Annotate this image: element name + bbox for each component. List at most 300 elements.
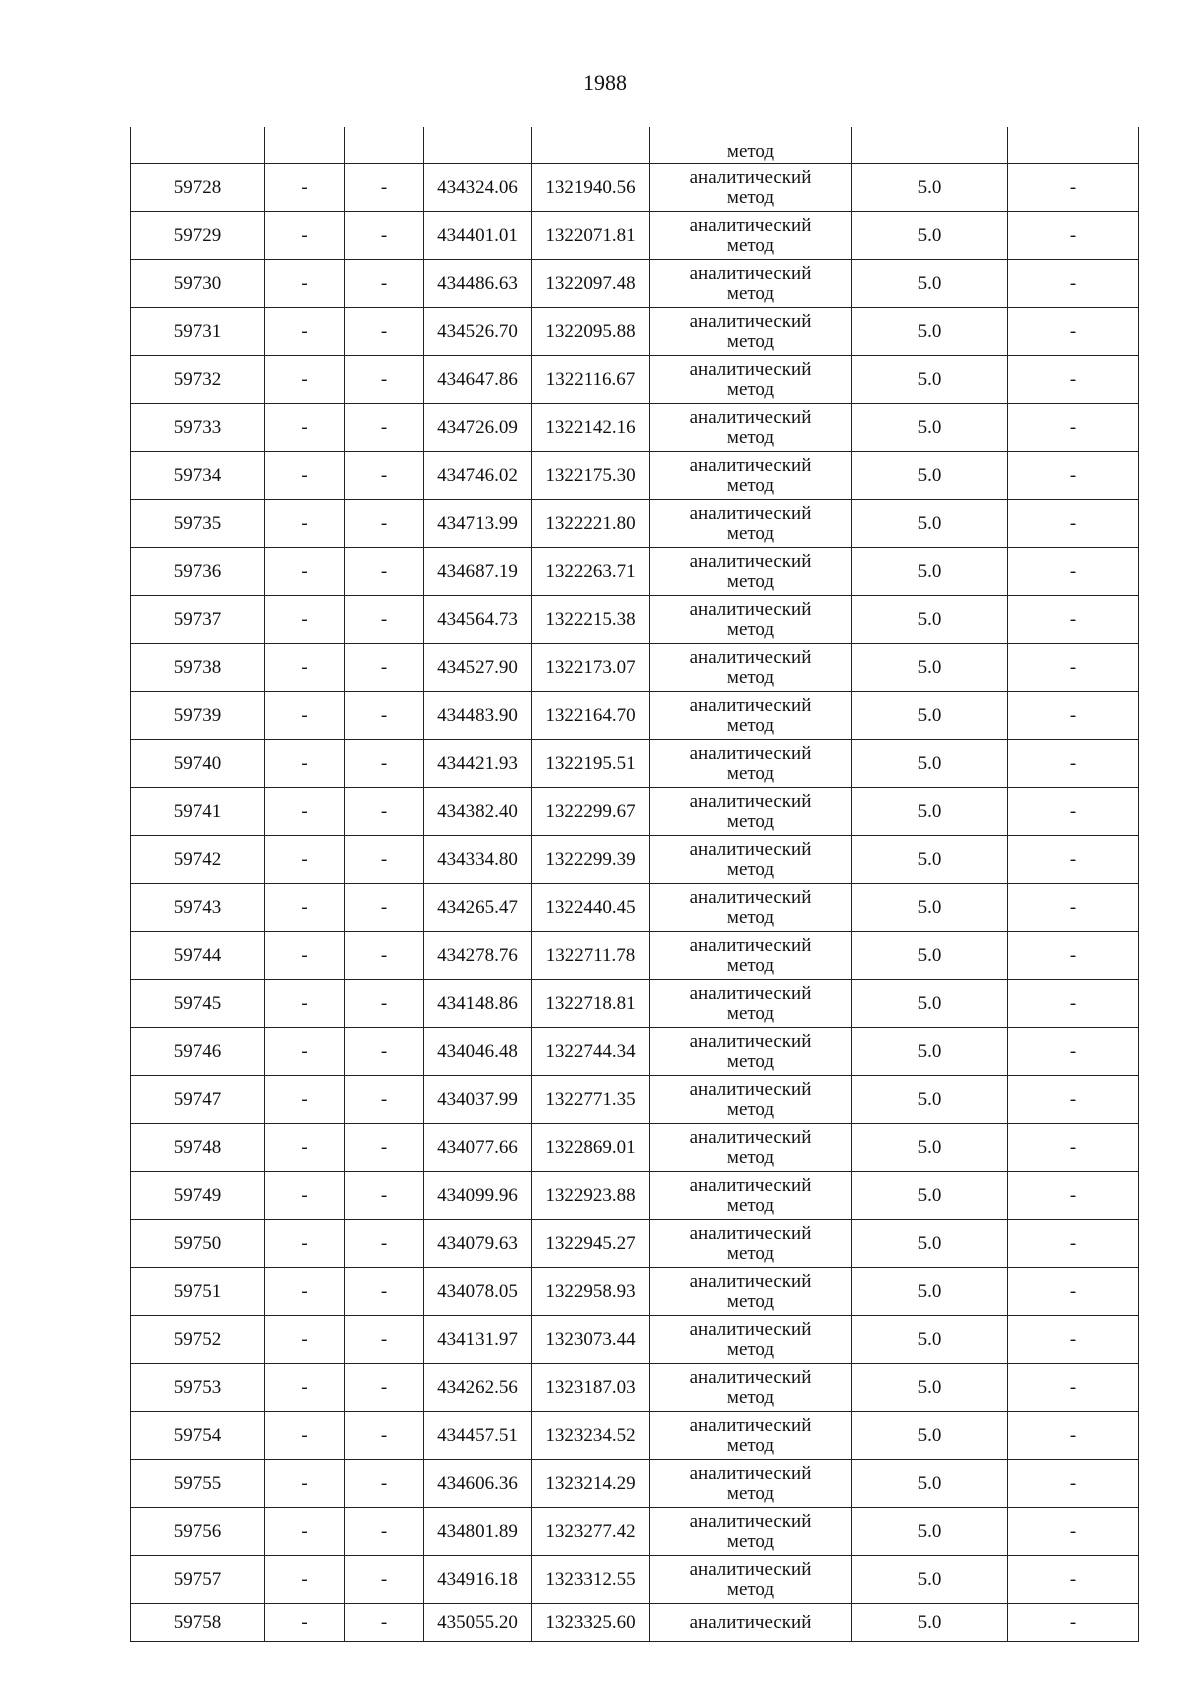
cell-col2: - xyxy=(265,1220,345,1268)
cell-y: 1322744.34 xyxy=(532,1028,650,1076)
cell-method xyxy=(650,1412,852,1460)
cell-y: 1322173.07 xyxy=(532,644,650,692)
cell-accuracy: 5.0 xyxy=(852,980,1008,1028)
cell-col3: - xyxy=(345,356,424,404)
cell-col3: - xyxy=(345,308,424,356)
cell-method xyxy=(650,1460,852,1508)
cell-method xyxy=(650,692,852,740)
cell-point-number: 59735 xyxy=(131,500,265,548)
method-line-2: метод xyxy=(726,1338,775,1360)
table-row xyxy=(131,980,1139,1028)
cell-x: 434046.48 xyxy=(424,1028,532,1076)
cell-y: 1322097.48 xyxy=(532,260,650,308)
cell-point-number: 59736 xyxy=(131,548,265,596)
table-row xyxy=(131,1124,1139,1172)
cell-col3: - xyxy=(345,260,424,308)
cell-y: 1322711.78 xyxy=(532,932,650,980)
cell-accuracy: 5.0 xyxy=(852,1268,1008,1316)
cell-note: - xyxy=(1008,1604,1139,1642)
cell-x: 434401.01 xyxy=(424,212,532,260)
cell-x: 434099.96 xyxy=(424,1172,532,1220)
cell-col3: - xyxy=(345,836,424,884)
cell-point-number: 59745 xyxy=(131,980,265,1028)
cell-y: 1323234.52 xyxy=(532,1412,650,1460)
cell-col3: - xyxy=(345,1604,424,1642)
method-line-1: аналитический xyxy=(689,1222,812,1244)
cell-col3 xyxy=(345,127,424,164)
cell-y: 1322095.88 xyxy=(532,308,650,356)
method-line-2: метод xyxy=(726,1194,775,1216)
method-line-2: метод xyxy=(726,1146,775,1168)
cell-col3: - xyxy=(345,1076,424,1124)
cell-col2: - xyxy=(265,1364,345,1412)
cell-method xyxy=(650,548,852,596)
cell-y: 1323277.42 xyxy=(532,1508,650,1556)
cell-note: - xyxy=(1008,404,1139,452)
cell-method xyxy=(650,1268,852,1316)
cell-point-number: 59728 xyxy=(131,164,265,212)
method-line-2: метод xyxy=(726,618,775,640)
cell-x: 434324.06 xyxy=(424,164,532,212)
cell-point-number: 59758 xyxy=(131,1604,265,1642)
cell-col2: - xyxy=(265,1460,345,1508)
method-line-2: метод xyxy=(726,186,775,208)
cell-col2: - xyxy=(265,452,345,500)
method-line-1: аналитический xyxy=(689,886,812,908)
cell-point-number: 59744 xyxy=(131,932,265,980)
cell-x: 434687.19 xyxy=(424,548,532,596)
cell-note: - xyxy=(1008,548,1139,596)
cell-method xyxy=(650,1508,852,1556)
cell-accuracy: 5.0 xyxy=(852,1220,1008,1268)
method-line-1: аналитический xyxy=(689,502,812,524)
cell-note: - xyxy=(1008,980,1139,1028)
cell-y xyxy=(532,127,650,164)
cell-method xyxy=(650,932,852,980)
cell-accuracy: 5.0 xyxy=(852,500,1008,548)
table-row xyxy=(131,836,1139,884)
method-line-1: аналитический xyxy=(689,1366,812,1388)
cell-note: - xyxy=(1008,1028,1139,1076)
cell-x: 434801.89 xyxy=(424,1508,532,1556)
cell-x: 434457.51 xyxy=(424,1412,532,1460)
cell-note: - xyxy=(1008,788,1139,836)
cell-point-number: 59757 xyxy=(131,1556,265,1604)
method-line-1: аналитический xyxy=(689,214,812,236)
cell-col2: - xyxy=(265,1604,345,1642)
cell-y: 1322221.80 xyxy=(532,500,650,548)
method-line-2: метод xyxy=(726,1290,775,1312)
table-row xyxy=(131,1076,1139,1124)
cell-point-number: 59750 xyxy=(131,1220,265,1268)
cell-y: 1322215.38 xyxy=(532,596,650,644)
cell-accuracy: 5.0 xyxy=(852,1508,1008,1556)
method-line-2: метод xyxy=(726,906,775,928)
cell-col3: - xyxy=(345,644,424,692)
cell-col2: - xyxy=(265,1316,345,1364)
cell-accuracy: 5.0 xyxy=(852,1028,1008,1076)
cell-x: 434726.09 xyxy=(424,404,532,452)
cell-col2: - xyxy=(265,260,345,308)
cell-accuracy: 5.0 xyxy=(852,1076,1008,1124)
method-line-1: аналитический xyxy=(689,646,812,668)
table-row xyxy=(131,1604,1139,1642)
cell-note xyxy=(1008,127,1139,164)
method-line-1: аналитический xyxy=(689,1414,812,1436)
cell-x: 434713.99 xyxy=(424,500,532,548)
method-line-2: метод xyxy=(726,1386,775,1408)
cell-point-number: 59737 xyxy=(131,596,265,644)
method-line-2: метод xyxy=(726,1578,775,1600)
cell-x: 434564.73 xyxy=(424,596,532,644)
cell-col2: - xyxy=(265,356,345,404)
cell-point-number: 59738 xyxy=(131,644,265,692)
cell-accuracy: 5.0 xyxy=(852,836,1008,884)
method-line-1: аналитический xyxy=(689,358,812,380)
cell-col3: - xyxy=(345,932,424,980)
cell-col2: - xyxy=(265,1076,345,1124)
cell-note: - xyxy=(1008,1268,1139,1316)
method-line-1: аналитический xyxy=(689,598,812,620)
method-line-1: аналитический xyxy=(689,1078,812,1100)
cell-col2: - xyxy=(265,308,345,356)
cell-note: - xyxy=(1008,164,1139,212)
coordinates-table xyxy=(130,127,1139,1642)
cell-y: 1322923.88 xyxy=(532,1172,650,1220)
cell-y: 1322958.93 xyxy=(532,1268,650,1316)
cell-method xyxy=(650,596,852,644)
method-line-2: метод xyxy=(726,1050,775,1072)
method-line-1: аналитический xyxy=(689,1030,812,1052)
cell-accuracy: 5.0 xyxy=(852,260,1008,308)
cell-col2: - xyxy=(265,980,345,1028)
table-row xyxy=(131,548,1139,596)
cell-note: - xyxy=(1008,260,1139,308)
cell-y: 1322771.35 xyxy=(532,1076,650,1124)
cell-point-number: 59747 xyxy=(131,1076,265,1124)
cell-x xyxy=(424,127,532,164)
cell-x: 434526.70 xyxy=(424,308,532,356)
cell-method xyxy=(650,1124,852,1172)
table-row xyxy=(131,1172,1139,1220)
cell-col3: - xyxy=(345,1508,424,1556)
cell-point-number: 59739 xyxy=(131,692,265,740)
method-line-1: аналитический xyxy=(689,550,812,572)
cell-method xyxy=(650,260,852,308)
method-line-2: метод xyxy=(726,1242,775,1264)
cell-point-number: 59733 xyxy=(131,404,265,452)
cell-x: 435055.20 xyxy=(424,1604,532,1642)
cell-col3: - xyxy=(345,404,424,452)
cell-y: 1323187.03 xyxy=(532,1364,650,1412)
cell-col2: - xyxy=(265,740,345,788)
method-line-2: метод xyxy=(726,570,775,592)
cell-note: - xyxy=(1008,932,1139,980)
cell-accuracy: 5.0 xyxy=(852,356,1008,404)
cell-point-number: 59740 xyxy=(131,740,265,788)
cell-x: 434647.86 xyxy=(424,356,532,404)
cell-accuracy: 5.0 xyxy=(852,1412,1008,1460)
cell-accuracy: 5.0 xyxy=(852,644,1008,692)
cell-point-number: 59748 xyxy=(131,1124,265,1172)
cell-method xyxy=(650,1364,852,1412)
method-line-1: аналитический xyxy=(689,1558,812,1580)
cell-accuracy: 5.0 xyxy=(852,692,1008,740)
cell-col2 xyxy=(265,127,345,164)
cell-note: - xyxy=(1008,452,1139,500)
cell-x: 434483.90 xyxy=(424,692,532,740)
cell-y: 1323312.55 xyxy=(532,1556,650,1604)
cell-point-number: 59751 xyxy=(131,1268,265,1316)
cell-point-number: 59746 xyxy=(131,1028,265,1076)
table-row xyxy=(131,1364,1139,1412)
method-line-2: метод xyxy=(726,1002,775,1024)
cell-note: - xyxy=(1008,308,1139,356)
table-row xyxy=(131,1220,1139,1268)
cell-method xyxy=(650,740,852,788)
method-line-2: метод xyxy=(726,330,775,352)
table-row xyxy=(131,932,1139,980)
table-row xyxy=(131,1316,1139,1364)
cell-col3: - xyxy=(345,452,424,500)
cell-x: 434334.80 xyxy=(424,836,532,884)
cell-col2: - xyxy=(265,164,345,212)
method-line-2: метод xyxy=(726,522,775,544)
method-line-1: аналитический xyxy=(689,934,812,956)
method-line-2: метод xyxy=(726,810,775,832)
cell-note: - xyxy=(1008,692,1139,740)
cell-point-number: 59755 xyxy=(131,1460,265,1508)
cell-method xyxy=(650,500,852,548)
cell-y: 1322263.71 xyxy=(532,548,650,596)
table-row xyxy=(131,1556,1139,1604)
cell-method xyxy=(650,1220,852,1268)
cell-accuracy: 5.0 xyxy=(852,1556,1008,1604)
cell-x: 434262.56 xyxy=(424,1364,532,1412)
cell-accuracy xyxy=(852,127,1008,164)
cell-col3: - xyxy=(345,884,424,932)
cell-col2: - xyxy=(265,692,345,740)
cell-col2: - xyxy=(265,884,345,932)
method-line-1: аналитический xyxy=(689,838,812,860)
cell-col2: - xyxy=(265,788,345,836)
method-line-2: метод xyxy=(726,1530,775,1552)
cell-col3: - xyxy=(345,788,424,836)
cell-note: - xyxy=(1008,596,1139,644)
method-line-2: метод xyxy=(726,474,775,496)
method-line-2: метод xyxy=(726,1482,775,1504)
cell-x: 434606.36 xyxy=(424,1460,532,1508)
cell-y: 1322195.51 xyxy=(532,740,650,788)
method-line-2: метод xyxy=(726,714,775,736)
cell-point-number: 59734 xyxy=(131,452,265,500)
cell-col3: - xyxy=(345,212,424,260)
cell-col3: - xyxy=(345,548,424,596)
cell-note: - xyxy=(1008,212,1139,260)
table-row xyxy=(131,740,1139,788)
cell-accuracy: 5.0 xyxy=(852,1604,1008,1642)
method-line-1: аналитический xyxy=(689,742,812,764)
cell-note: - xyxy=(1008,1556,1139,1604)
cell-accuracy: 5.0 xyxy=(852,1460,1008,1508)
cell-note: - xyxy=(1008,1364,1139,1412)
method-line-1: аналитический xyxy=(689,1318,812,1340)
cell-accuracy: 5.0 xyxy=(852,404,1008,452)
method-line-2: метод xyxy=(726,1434,775,1456)
cell-x: 434078.05 xyxy=(424,1268,532,1316)
table-row xyxy=(131,1412,1139,1460)
cell-point-number: 59741 xyxy=(131,788,265,836)
cell-point-number xyxy=(131,127,265,164)
method-line-2: метод xyxy=(726,378,775,400)
method-line-1: аналитический xyxy=(689,1510,812,1532)
cell-point-number: 59753 xyxy=(131,1364,265,1412)
cell-col3: - xyxy=(345,596,424,644)
cell-point-number: 59743 xyxy=(131,884,265,932)
method-line-1: аналитический xyxy=(689,790,812,812)
cell-col3: - xyxy=(345,500,424,548)
cell-col3: - xyxy=(345,1172,424,1220)
cell-col2: - xyxy=(265,1124,345,1172)
cell-method xyxy=(650,836,852,884)
method-line-1: аналитический xyxy=(689,262,812,284)
cell-method xyxy=(650,452,852,500)
cell-point-number: 59749 xyxy=(131,1172,265,1220)
cell-note: - xyxy=(1008,1460,1139,1508)
cell-y: 1322718.81 xyxy=(532,980,650,1028)
table-row xyxy=(131,644,1139,692)
cell-point-number: 59742 xyxy=(131,836,265,884)
cell-y: 1322116.67 xyxy=(532,356,650,404)
cell-col2: - xyxy=(265,932,345,980)
cell-point-number: 59756 xyxy=(131,1508,265,1556)
method-line-1: аналитический xyxy=(689,982,812,1004)
cell-x: 434916.18 xyxy=(424,1556,532,1604)
table-row xyxy=(131,212,1139,260)
cell-col2: - xyxy=(265,500,345,548)
cell-col2: - xyxy=(265,1556,345,1604)
method-line-2: метод xyxy=(726,282,775,304)
cell-note: - xyxy=(1008,836,1139,884)
method-line-2: метод xyxy=(726,1098,775,1120)
cell-accuracy: 5.0 xyxy=(852,1124,1008,1172)
method-line-2: метод xyxy=(726,762,775,784)
cell-note: - xyxy=(1008,644,1139,692)
page-number: 1988 xyxy=(583,70,627,95)
cell-accuracy: 5.0 xyxy=(852,212,1008,260)
cell-note: - xyxy=(1008,1124,1139,1172)
cell-method xyxy=(650,1172,852,1220)
cell-method xyxy=(650,212,852,260)
cell-x: 434037.99 xyxy=(424,1076,532,1124)
cell-y: 1322175.30 xyxy=(532,452,650,500)
cell-col3: - xyxy=(345,1460,424,1508)
cell-method xyxy=(650,404,852,452)
cell-col3: - xyxy=(345,1316,424,1364)
cell-col3: - xyxy=(345,692,424,740)
method-line-2: метод xyxy=(726,234,775,256)
cell-accuracy: 5.0 xyxy=(852,308,1008,356)
cell-point-number: 59754 xyxy=(131,1412,265,1460)
cell-accuracy: 5.0 xyxy=(852,1364,1008,1412)
cell-x: 434278.76 xyxy=(424,932,532,980)
table-row xyxy=(131,884,1139,932)
method-line-2: метод xyxy=(726,954,775,976)
cell-y: 1322164.70 xyxy=(532,692,650,740)
cell-x: 434148.86 xyxy=(424,980,532,1028)
cell-accuracy: 5.0 xyxy=(852,596,1008,644)
cell-y: 1322299.67 xyxy=(532,788,650,836)
cell-col3: - xyxy=(345,1124,424,1172)
table-row xyxy=(131,308,1139,356)
cell-point-number: 59731 xyxy=(131,308,265,356)
cell-y: 1323214.29 xyxy=(532,1460,650,1508)
cell-y: 1322071.81 xyxy=(532,212,650,260)
cell-y: 1322945.27 xyxy=(532,1220,650,1268)
method-line-1: аналитический xyxy=(689,1462,812,1484)
cell-x: 434265.47 xyxy=(424,884,532,932)
method-line-1: аналитический xyxy=(689,454,812,476)
table-row xyxy=(131,1028,1139,1076)
cell-note: - xyxy=(1008,1316,1139,1364)
cell-method xyxy=(650,356,852,404)
cell-col3: - xyxy=(345,740,424,788)
table-row xyxy=(131,1268,1139,1316)
cell-method xyxy=(650,980,852,1028)
cell-x: 434746.02 xyxy=(424,452,532,500)
cell-note: - xyxy=(1008,1220,1139,1268)
cell-accuracy: 5.0 xyxy=(852,788,1008,836)
cell-x: 434382.40 xyxy=(424,788,532,836)
cell-method xyxy=(650,884,852,932)
method-line-2: метод xyxy=(726,666,775,688)
cell-col2: - xyxy=(265,836,345,884)
cell-col3: - xyxy=(345,1220,424,1268)
cell-col2: - xyxy=(265,404,345,452)
cell-col2: - xyxy=(265,548,345,596)
cell-y: 1322440.45 xyxy=(532,884,650,932)
cell-y: 1321940.56 xyxy=(532,164,650,212)
cell-accuracy: 5.0 xyxy=(852,1172,1008,1220)
method-line-1: аналитический xyxy=(689,406,812,428)
cell-x: 434077.66 xyxy=(424,1124,532,1172)
cell-method xyxy=(650,308,852,356)
cell-note: - xyxy=(1008,1412,1139,1460)
cell-col2: - xyxy=(265,1172,345,1220)
cell-col3: - xyxy=(345,1268,424,1316)
cell-accuracy: 5.0 xyxy=(852,932,1008,980)
cell-col2: - xyxy=(265,1508,345,1556)
cell-method xyxy=(650,1028,852,1076)
cell-method xyxy=(650,1316,852,1364)
table-row xyxy=(131,596,1139,644)
cell-point-number: 59732 xyxy=(131,356,265,404)
cell-x: 434421.93 xyxy=(424,740,532,788)
cell-method xyxy=(650,1556,852,1604)
table-row xyxy=(131,164,1139,212)
cell-note: - xyxy=(1008,884,1139,932)
cell-accuracy: 5.0 xyxy=(852,548,1008,596)
cell-method xyxy=(650,644,852,692)
table-body xyxy=(131,127,1139,1642)
cell-method xyxy=(650,1604,852,1642)
cell-col3: - xyxy=(345,1028,424,1076)
cell-x: 434486.63 xyxy=(424,260,532,308)
cell-col3: - xyxy=(345,1412,424,1460)
cell-note: - xyxy=(1008,1172,1139,1220)
cell-col3: - xyxy=(345,1556,424,1604)
cell-col2: - xyxy=(265,1268,345,1316)
